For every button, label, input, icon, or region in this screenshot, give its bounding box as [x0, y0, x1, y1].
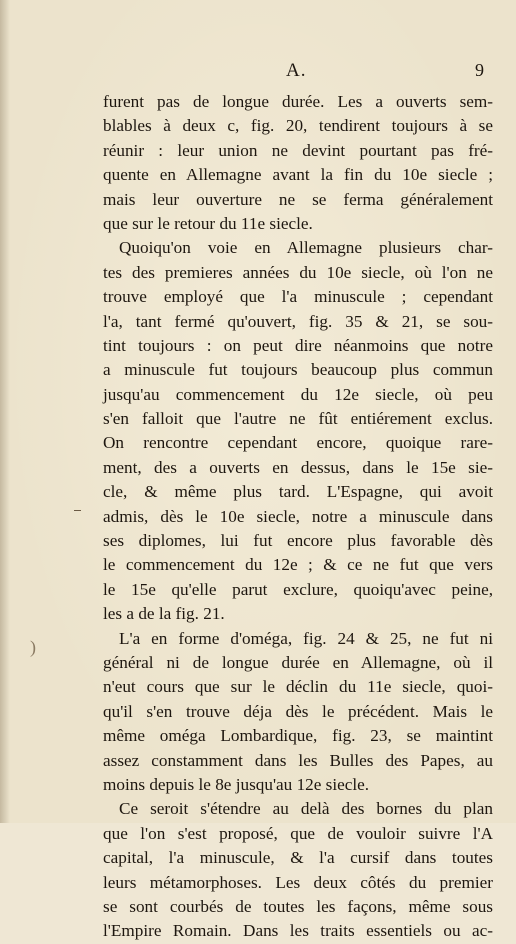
text-line: furent pas de longue durée. Les a ouverts sem- [103, 92, 493, 111]
margin-dash-mark [74, 510, 81, 511]
text-line: Ce seroit s'étendre au delà des bornes du plan [119, 799, 493, 819]
running-head [0, 60, 516, 86]
text-line: admis, dès le 10e siecle, notre a minuscule dans [103, 506, 493, 526]
text-line: le 15e qu'elle parut exclure, quoiqu'avec peine, [103, 579, 493, 599]
text-line: tint toujours : on peut dire néanmoins que notre [103, 335, 493, 355]
gutter-shadow [0, 0, 10, 823]
text-line: Quoiqu'on voie en Allemagne plusieurs char- [119, 238, 493, 258]
text-line: s'en falloit que l'autre ne fût entiérement exclus. [103, 409, 493, 429]
text-line: mais leur ouverture ne se ferma généralement [103, 189, 493, 209]
text-line: ses diplomes, lui fut encore plus favorable dès [103, 531, 493, 551]
text-line: l'a, tant fermé qu'ouvert, fig. 35 & 21, se sou- [103, 311, 493, 331]
text-line: qu'il s'en trouve déja dès le précédent. Mais le [103, 701, 493, 721]
text-line: a minuscule fut toujours beaucoup plus commun [103, 360, 493, 380]
body-text [103, 90, 493, 944]
text-line: réunir : leur union ne devint pourtant pas fré- [103, 140, 493, 160]
running-head-letter: A. [286, 60, 307, 81]
text-line: n'eut cours que sur le déclin du 11e siecle, quoi- [103, 677, 493, 697]
text-line: que l'on s'est proposé, que de vouloir suivre l'A [103, 823, 493, 843]
text-line: L'a en forme d'oméga, fig. 24 & 25, ne fut ni [119, 628, 493, 648]
page-number: 9 [475, 60, 484, 80]
text-line: le commencement du 12e ; & ce ne fut que vers [103, 555, 493, 575]
text-line: On rencontre cependant encore, quoique rare- [103, 433, 493, 453]
text-line: cle, & même plus tard. L'Espagne, qui avoit [103, 482, 493, 502]
margin-paren-mark: ) [30, 637, 36, 657]
text-line: capital, l'a minuscule, & l'a cursif dans toutes [103, 848, 493, 868]
text-line: même oméga Lombardique, fig. 23, se maintint [103, 726, 493, 746]
text-line: assez constamment dans les Bulles des Papes, au [103, 750, 493, 770]
text-line: jusqu'au commencement du 12e siecle, où peu [103, 384, 493, 404]
text-line: moins depuis le 8e jusqu'au 12e siecle. [103, 774, 370, 794]
text-line: se sont courbés de toutes les façons, même sous [103, 896, 493, 916]
text-line: quente en Allemagne avant la fin du 10e siecle ; [103, 165, 493, 185]
text-line: leurs métamorphoses. Les deux côtés du premier [103, 872, 493, 892]
text-line: général ni de longue durée en Allemagne, où il [103, 652, 493, 672]
text-line: ment, des a ouverts en dessus, dans le 15e sie- [103, 457, 493, 477]
text-line: trouve employé que l'a minuscule ; cependant [103, 287, 493, 307]
text-line: les a de la fig. 21. [103, 604, 225, 624]
text-line: que sur le retour du 11e siecle. [103, 213, 313, 233]
text-line: l'Empire Romain. Dans les traits essentiels ou ac- [103, 921, 493, 941]
text-line: blables à deux c, fig. 20, tendirent toujours à se [103, 116, 493, 136]
text-line: tes des premieres années du 10e siecle, où l'on ne [103, 262, 493, 282]
